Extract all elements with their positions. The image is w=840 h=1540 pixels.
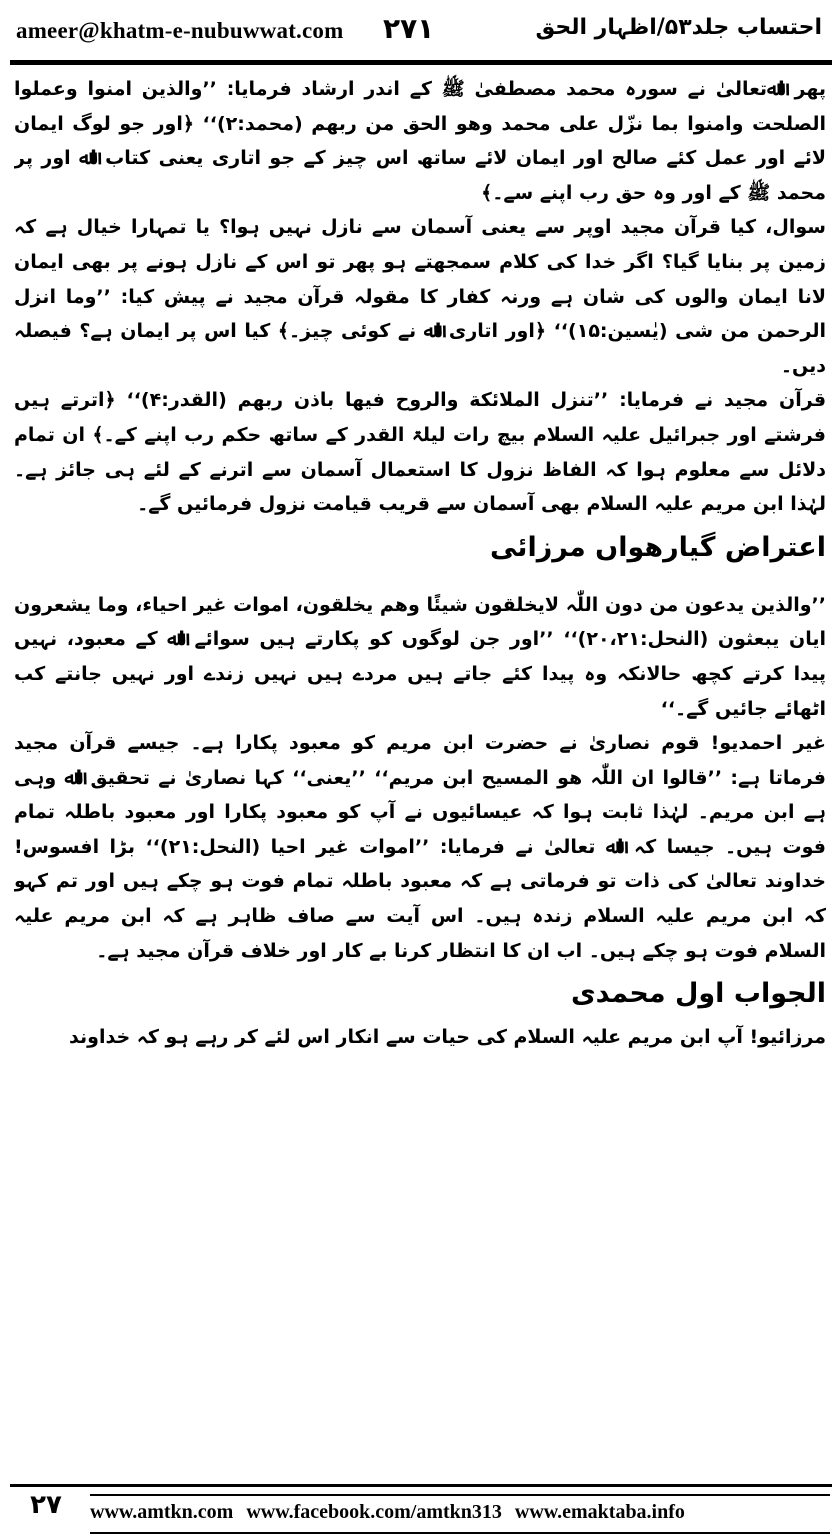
footer-page-number: ۲۷: [30, 1490, 62, 1520]
header-page-number: ۲۷۱: [383, 12, 435, 45]
heading-answer: الجواب اول محمدی: [570, 978, 826, 1010]
paragraph-surah-muhammad: پھر اﷲتعالیٰ نے سورہ محمد مصطفیٰ ﷺ کے اندر ارشاد فرمایا: ’’والذین امنوا وعملوا الصلحت وامنوا بما نزّل علی محمد وھو الحق من ربھم (محمد:۲)‘‘ ﴿اور جو لوگ ایمان لائے اور عمل کئے صالح اور ایمان لائے ساتھ اس چیز کے جو اتاری یعنی کتاب اﷲ اور پر محمد ﷺ کے اور وہ حق رب اپنے سے۔﴾: [14, 78, 826, 204]
paragraph-answer-start: مرزائیو! آپ ابن مریم علیہ السلام کی حیات سے انکار اس لئے کر رہے ہو کہ خداوند: [69, 1026, 826, 1049]
paragraph-an-nahl-verse: ’’والذین یدعون من دون اللّٰہ لایخلقون شیئًا وھم یخلقون، اموات غیر احیاء، وما یشعرون ایان یبعثون (النحل:۲۰،۲۱)‘‘ ’’اور جن لوگوں کو پکارتے ہیں سوائے اﷲ کے معبود، نہیں پیدا کرتے کچھ حالانکہ وہ پیدا کئے جاتے ہیں مردے ہیں نہیں زندے اور نہیں جانتے کب اٹھائے جائیں گے۔‘‘: [14, 593, 826, 720]
footer-url-facebook[interactable]: www.facebook.com/amtkn313: [246, 1501, 502, 1523]
paragraph-objection-argument: غیر احمدیو! قوم نصاریٰ نے حضرت ابن مریم کو معبود پکارا ہے۔ جیسے قرآن مجید فرماتا ہے: ’’قالوا ان اللّٰہ ھو المسیح ابن مریم‘‘ ’’یعنی‘‘ کہا نصاریٰ نے تحقیق اﷲ وہی ہے ابن مریم۔ لہٰذا ثابت ہوا کہ عیسائیوں نے آپ کو معبود پکارا اور معبود باطلہ تمام فوت ہیں۔ جیسا کہ اﷲ تعالیٰ نے فرمایا: ’’اموات غیر احیا (النحل:۲۱)‘‘ بڑا افسوس! خداوند تعالیٰ کی ذات تو فرماتی ہے کہ معبود باطلہ تمام فوت ہو چکے ہیں اور تم کہو کہ ابن مریم علیہ السلام زندہ ہیں۔ اس آیت سے صاف ظاہر ہے کہ ابن مریم علیہ السلام فوت ہو چکے ہیں۔ اب ان کا انتظار کرنا بے کار اور خلاف قرآن مجید ہے۔: [14, 732, 826, 962]
paragraph-question: سوال، کیا قرآن مجید اوپر سے یعنی آسمان سے نازل نہیں ہوا؟ یا تمہارا خیال ہے کہ زمین پر بنایا گیا؟ اگر خدا کی کلام سمجھتے ہو پھر تو اس کے نازل ہونے پر بھی ایمان لانا ایمان والوں کی شان ہے ورنہ کفار کا مقولہ قرآن مجید نے پیش کیا: ’’وما انزل الرحمن من شی (یٰسین:۱۵)‘‘ ﴿اور اتاری اﷲ نے کوئی چیز۔﴾ کیا اس پر ایمان ہے؟ فیصلہ دیں۔: [14, 216, 826, 377]
footer-url-amtkn[interactable]: www.amtkn.com: [90, 1501, 234, 1523]
footer-rule: [10, 1484, 832, 1487]
paragraph-al-qadr: قرآن مجید نے فرمایا: ’’تنزل الملائکة والروح فیھا باذن ربھم (القدر:۴)‘‘ ﴿اترتے ہیں فرشتے اور جبرائیل علیہ السلام بیچ رات لیلۃ القدر کے ساتھ حکم رب اپنے کے۔﴾ ان تمام دلائل سے معلوم ہوا کہ الفاظ نزول کا استعمال آسمان سے اترنے کے لئے ہی جائز ہے۔ لہٰذا ابن مریم علیہ السلام بھی آسمان سے قریب قیامت نزول فرمائیں گے۔: [14, 389, 826, 516]
footer-url-bar: [90, 1494, 830, 1534]
page-footer: [0, 1484, 840, 1540]
page-body: [14, 72, 826, 1477]
header-email: ameer@khatm-e-nubuwwat.com: [16, 18, 344, 43]
header-book-title: احتساب جلد۵۳/اظہار الحق: [535, 15, 822, 40]
heading-objection: اعتراض گیارھواں مرزائی: [489, 531, 826, 563]
footer-url-emaktaba[interactable]: www.emaktaba.info: [514, 1501, 685, 1523]
page-header: [0, 0, 840, 62]
spacer: [14, 574, 826, 588]
header-rule: [10, 60, 832, 65]
